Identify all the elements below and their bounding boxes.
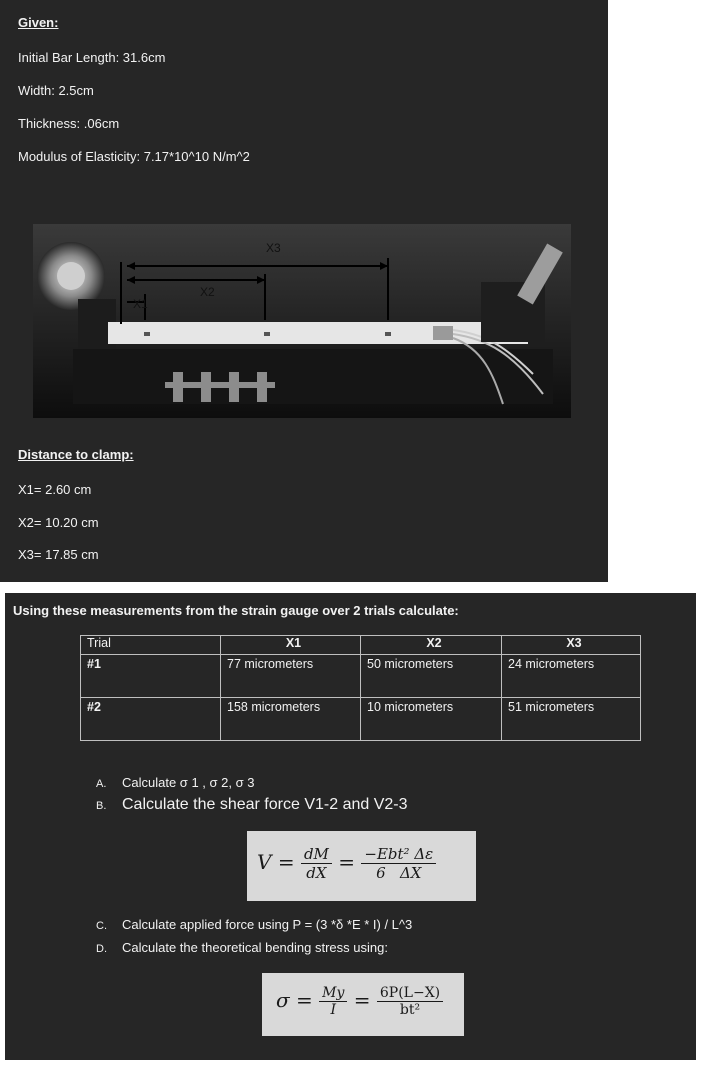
- trial-label: #2: [81, 698, 221, 741]
- task-c: [96, 917, 412, 932]
- task-d-marker: D.: [96, 943, 107, 955]
- measurements-heading: Using these measurements from the strain gauge over 2 trials calculate:: [13, 603, 459, 618]
- apparatus-photo: [33, 224, 571, 418]
- cell-value: 24 micrometers: [502, 655, 641, 698]
- table-header-row: [81, 636, 641, 655]
- shear-force-formula: V = $\frac{dM}{dX}$ = $\frac{\text{−Ebt² Δε}}{6 \Delta X}$: [247, 831, 476, 901]
- shear-fraction-2: [361, 845, 436, 882]
- cell-value: 51 micrometers: [502, 698, 641, 741]
- shear-den-1: dX: [306, 864, 327, 882]
- col-x3: X3: [502, 636, 641, 655]
- shear-lhs: V: [257, 850, 272, 874]
- task-b-text: Calculate the shear force V1-2 and V2-3: [122, 796, 408, 813]
- shear-num-1: dM: [301, 845, 332, 864]
- distance-x2: X2= 10.20 cm: [18, 515, 99, 530]
- stress-num-2: 6P(L−X): [377, 985, 443, 1002]
- given-bar-length: Initial Bar Length: 31.6cm: [18, 50, 166, 65]
- distance-heading: Distance to clamp:: [18, 447, 134, 462]
- stress-den-2: bt²: [399, 1002, 421, 1018]
- given-heading: Given:: [18, 15, 59, 30]
- col-x2: X2: [361, 636, 502, 655]
- col-trial: Trial: [81, 636, 221, 655]
- shear-den-2: 6 ΔX: [376, 864, 422, 882]
- distance-x1: X1= 2.60 cm: [18, 482, 92, 497]
- label-x1: X1: [133, 297, 148, 311]
- task-b-marker: B.: [96, 800, 107, 812]
- given-width: Width: 2.5cm: [18, 83, 94, 98]
- task-c-marker: C.: [96, 920, 107, 932]
- task-a: [96, 775, 254, 790]
- task-d: [96, 940, 388, 955]
- stress-lhs: σ: [276, 988, 290, 1012]
- stress-fraction-2: [377, 985, 443, 1018]
- table-row: [81, 698, 641, 741]
- task-b: [96, 796, 408, 814]
- stress-den-1: I: [330, 1002, 337, 1018]
- clamp-knob-center: [57, 262, 85, 290]
- given-modulus: Modulus of Elasticity: 7.17*10^10 N/m^2: [18, 149, 250, 164]
- task-c-text: Calculate applied force using P = (3 *δ *E * I) / L^3: [122, 917, 413, 932]
- cell-value: 50 micrometers: [361, 655, 502, 698]
- bending-stress-formula: σ = $\frac{My}{I}$ = $\frac{6P(L-X)}{\text{bt²}}$: [262, 973, 464, 1036]
- cell-value: 77 micrometers: [221, 655, 361, 698]
- connector-pad: [433, 326, 453, 340]
- measurement-table: [80, 635, 641, 741]
- shear-fraction-1: [301, 845, 332, 882]
- task-a-marker: A.: [96, 778, 107, 790]
- task-a-text: Calculate σ 1 , σ 2, σ 3: [122, 775, 255, 790]
- stress-fraction-1: [319, 985, 347, 1018]
- distance-x3: X3= 17.85 cm: [18, 547, 99, 562]
- table-row: [81, 655, 641, 698]
- task-d-text: Calculate the theoretical bending stress using:: [122, 940, 388, 955]
- label-x3: X3: [266, 241, 281, 255]
- label-x2: X2: [200, 285, 215, 299]
- cell-value: 158 micrometers: [221, 698, 361, 741]
- gauge-x1: [144, 332, 150, 336]
- gauge-x2: [264, 332, 270, 336]
- given-thickness: Thickness: .06cm: [18, 116, 120, 131]
- cell-value: 10 micrometers: [361, 698, 502, 741]
- trial-label: #1: [81, 655, 221, 698]
- shear-num-2: −Ebt² Δε: [361, 845, 436, 864]
- stress-num-1: My: [319, 985, 347, 1002]
- col-x1: X1: [221, 636, 361, 655]
- gauge-x3: [385, 332, 391, 336]
